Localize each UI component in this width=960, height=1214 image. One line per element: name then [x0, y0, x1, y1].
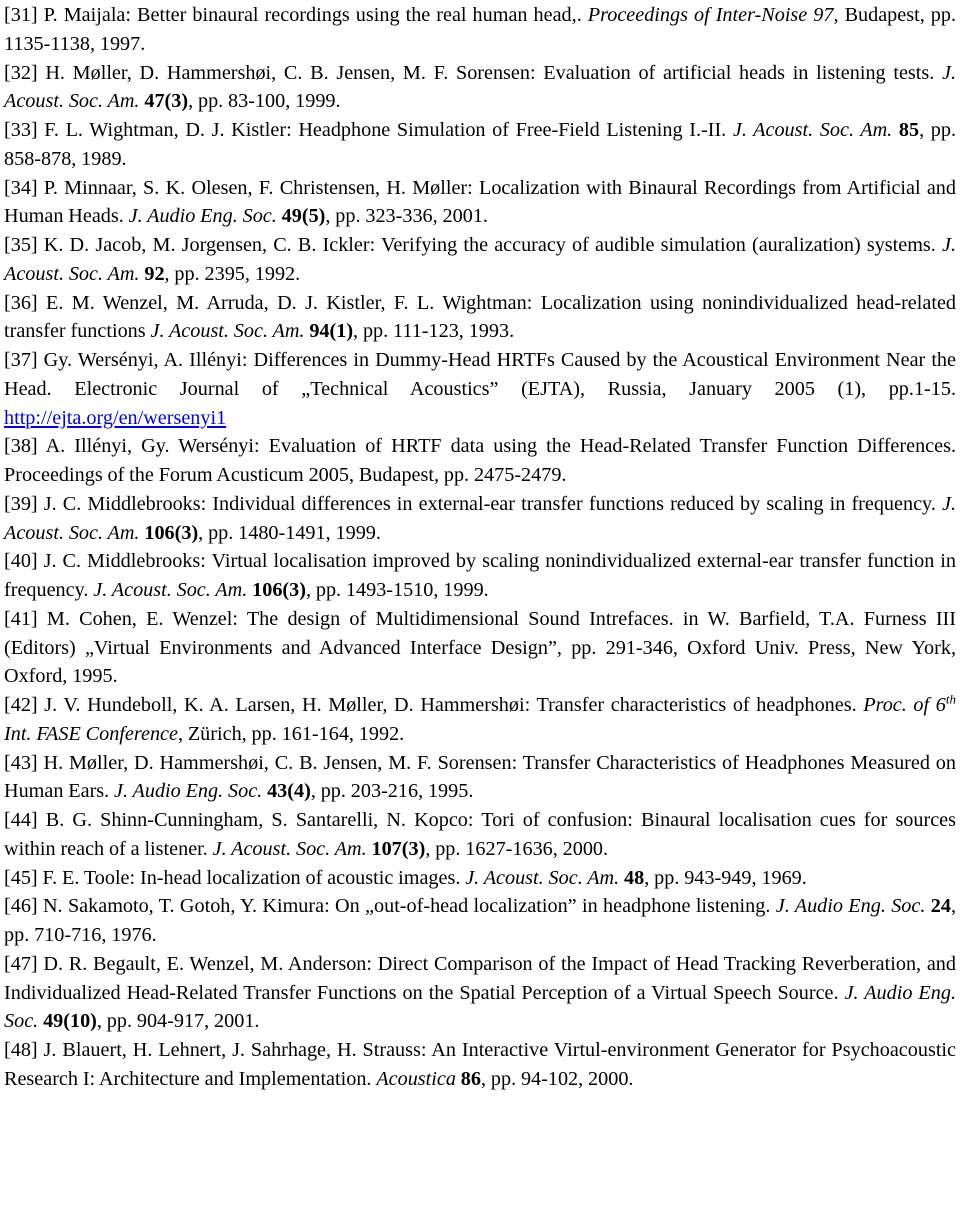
volume-number: 94(1): [309, 320, 354, 343]
reference-43: [4, 749, 956, 807]
reference-text: [31] P. Maijala: Better binaural recordings using the real human head,.: [4, 4, 588, 26]
reference-text: , pp. 94-102, 2000.: [480, 1067, 634, 1090]
journal-title: J. Acoust. Soc. Am.: [212, 837, 367, 860]
reference-text: , pp. 1627-1636, 2000.: [425, 837, 609, 860]
reference-45: [4, 864, 956, 893]
reference-42: [4, 691, 956, 749]
journal-title: J. Audio Eng. Soc.: [4, 981, 956, 1033]
volume-number: 49(5): [281, 205, 326, 228]
journal-title: J. Acoust. Soc. Am.: [93, 579, 248, 601]
reference-47: [4, 950, 956, 1036]
journal-title: J. Acoust. Soc. Am.: [4, 61, 956, 113]
reference-text: [42] J. V. Hundeboll, K. A. Larsen, H. Møller, D. Hammershøi: Transfer characteristics of headphones.: [4, 694, 864, 716]
journal-title: Proceedings of Inter-Noise 97: [587, 4, 834, 26]
journal-title: J. Audio Eng. Soc.: [128, 205, 277, 228]
reference-text: [33] F. L. Wightman, D. J. Kistler: Headphone Simulation of Free-Field Listening I.-II.: [4, 119, 733, 141]
reference-text: , pp. 323-336, 2001.: [325, 205, 488, 228]
reference-text: , pp. 203-216, 1995.: [310, 780, 474, 803]
reference-text: , Budapest, pp. 1135-1138, 1997.: [4, 4, 957, 55]
reference-text: [43] H. Møller, D. Hammershøi, C. B. Jensen, M. F. Sorensen: Transfer Characteristics of Headphones Measured on Human Ears.: [4, 751, 956, 803]
reference-text: [892, 119, 899, 141]
journal-title: J. Acoust. Soc. Am.: [4, 492, 956, 544]
reference-text: [37] Gy. Wersényi, A. Illényi: Differences in Dummy-Head HRTFs Caused by the Acoustical Environment Near the Head. Electronic Journal of „Technical Acoustics” (EJTA), Russia, January 2005 (1), pp.1-15.: [4, 349, 956, 400]
reference-link[interactable]: http://ejta.org/en/wersenyi1: [4, 406, 227, 429]
reference-text: [45] F. E. Toole: In-head localization of acoustic images.: [4, 866, 466, 889]
reference-text: [40] J. C. Middlebrooks: Virtual localisation improved by scaling nonindividualized external-ear transfer function in frequency.: [4, 550, 956, 601]
journal-title: J. Acoust. Soc. Am.: [732, 119, 893, 141]
reference-text: [47] D. R. Begault, E. Wenzel, M. Anderson: Direct Comparison of the Impact of Head Tracking Reverberation, and Individualized Head-Related Transfer Functions on the Spatial Perception of a Virtual Speech Source.: [4, 952, 956, 1004]
superscript-text: th: [945, 691, 956, 707]
reference-35: [4, 231, 956, 289]
reference-text: , pp. 111-123, 1993.: [353, 320, 515, 343]
reference-text: [46] N. Sakamoto, T. Gotoh, Y. Kimura: On „out-of-head localization” in headphone listening.: [4, 895, 776, 918]
journal-title: J. Audio Eng. Soc.: [114, 780, 263, 803]
reference-36: [4, 289, 956, 347]
reference-33: [4, 116, 956, 174]
volume-number: 48: [624, 866, 645, 889]
volume-number: 107(3): [371, 837, 426, 860]
volume-number: 92: [144, 262, 165, 285]
reference-37: [4, 346, 956, 432]
reference-text: , pp. 943-949, 1969.: [644, 866, 807, 889]
reference-48: [4, 1036, 956, 1094]
reference-text: [34] P. Minnaar, S. K. Olesen, F. Christensen, H. Møller: Localization with Binaural Recordings from Artificial and Human Heads.: [4, 176, 956, 228]
reference-40: [4, 547, 956, 605]
journal-title: J. Acoust. Soc. Am.: [465, 866, 620, 889]
volume-number: 106(3): [252, 579, 306, 601]
reference-text: [39] J. C. Middlebrooks: Individual differences in external-ear transfer functions reduced by scaling in frequency.: [4, 492, 942, 515]
journal-title: Int. FASE Conference: [4, 722, 178, 745]
journal-title: J. Acoust. Soc. Am.: [150, 320, 305, 343]
volume-number: 47(3): [144, 90, 189, 113]
reference-text: [44] B. G. Shinn-Cunningham, S. Santarelli, N. Kopco: Tori of confusion: Binaural localisation cues for sources within reach of a listener.: [4, 809, 956, 860]
journal-title: J. Audio Eng. Soc.: [775, 895, 926, 918]
volume-number: 106(3): [144, 521, 199, 544]
journal-title: Proc. of 6: [863, 694, 946, 716]
reference-46: [4, 892, 956, 950]
reference-34: [4, 174, 956, 232]
journal-title: J. Acoust. Soc. Am.: [4, 234, 956, 285]
reference-text: [38] A. Illényi, Gy. Wersényi: Evaluation of HRTF data using the Head-Related Transfer Function Differences. Proceedings of the Forum Acusticum 2005, Budapest, pp. 2475-2479.: [4, 435, 956, 486]
reference-text: [36] E. M. Wenzel, M. Arruda, D. J. Kistler, F. L. Wightman: Localization using nonindividualized head-related transfer functions: [4, 291, 956, 343]
reference-text: , pp. 858-878, 1989.: [4, 119, 957, 170]
reference-text: , pp. 710-716, 1976.: [4, 895, 956, 946]
volume-number: 24: [930, 895, 951, 918]
reference-list: [4, 1, 956, 1094]
journal-title: Acoustica: [376, 1067, 456, 1090]
volume-number: 86: [460, 1067, 481, 1090]
reference-text: [48] J. Blauert, H. Lehnert, J. Sahrhage, H. Strauss: An Interactive Virtul-environment Generator for Psychoacoustic Research I: Architecture and Implementation.: [4, 1039, 956, 1090]
reference-41: [4, 605, 956, 691]
reference-text: [32] H. Møller, D. Hammershøi, C. B. Jensen, M. F. Sorensen: Evaluation of artificial heads in listening tests.: [4, 61, 942, 84]
reference-text: , pp. 2395, 1992.: [164, 262, 301, 285]
reference-text: , pp. 904-917, 2001.: [96, 1010, 260, 1033]
reference-text: [41] M. Cohen, E. Wenzel: The design of Multidimensional Sound Intrefaces. in W. Barfield, T.A. Furness III (Editors) „Virtual Environments and Advanced Interface Design”, pp. 291-346, Oxford Univ. Press, New York, Oxford, 1995.: [4, 607, 956, 688]
reference-39: [4, 490, 956, 548]
reference-32: [4, 59, 956, 117]
volume-number: 49(10): [43, 1010, 97, 1033]
reference-text: [35] K. D. Jacob, M. Jorgensen, C. B. Ickler: Verifying the accuracy of audible simulation (auralization) systems.: [4, 234, 942, 256]
reference-text: , pp. 1480-1491, 1999.: [198, 521, 381, 544]
reference-31: [4, 1, 956, 59]
volume-number: 85: [898, 119, 920, 141]
reference-38: [4, 432, 956, 490]
reference-text: , Zürich, pp. 161-164, 1992.: [177, 722, 405, 745]
volume-number: 43(4): [267, 780, 311, 803]
reference-text: , pp. 1493-1510, 1999.: [305, 579, 489, 601]
reference-44: [4, 806, 956, 864]
reference-text: , pp. 83-100, 1999.: [188, 90, 341, 113]
